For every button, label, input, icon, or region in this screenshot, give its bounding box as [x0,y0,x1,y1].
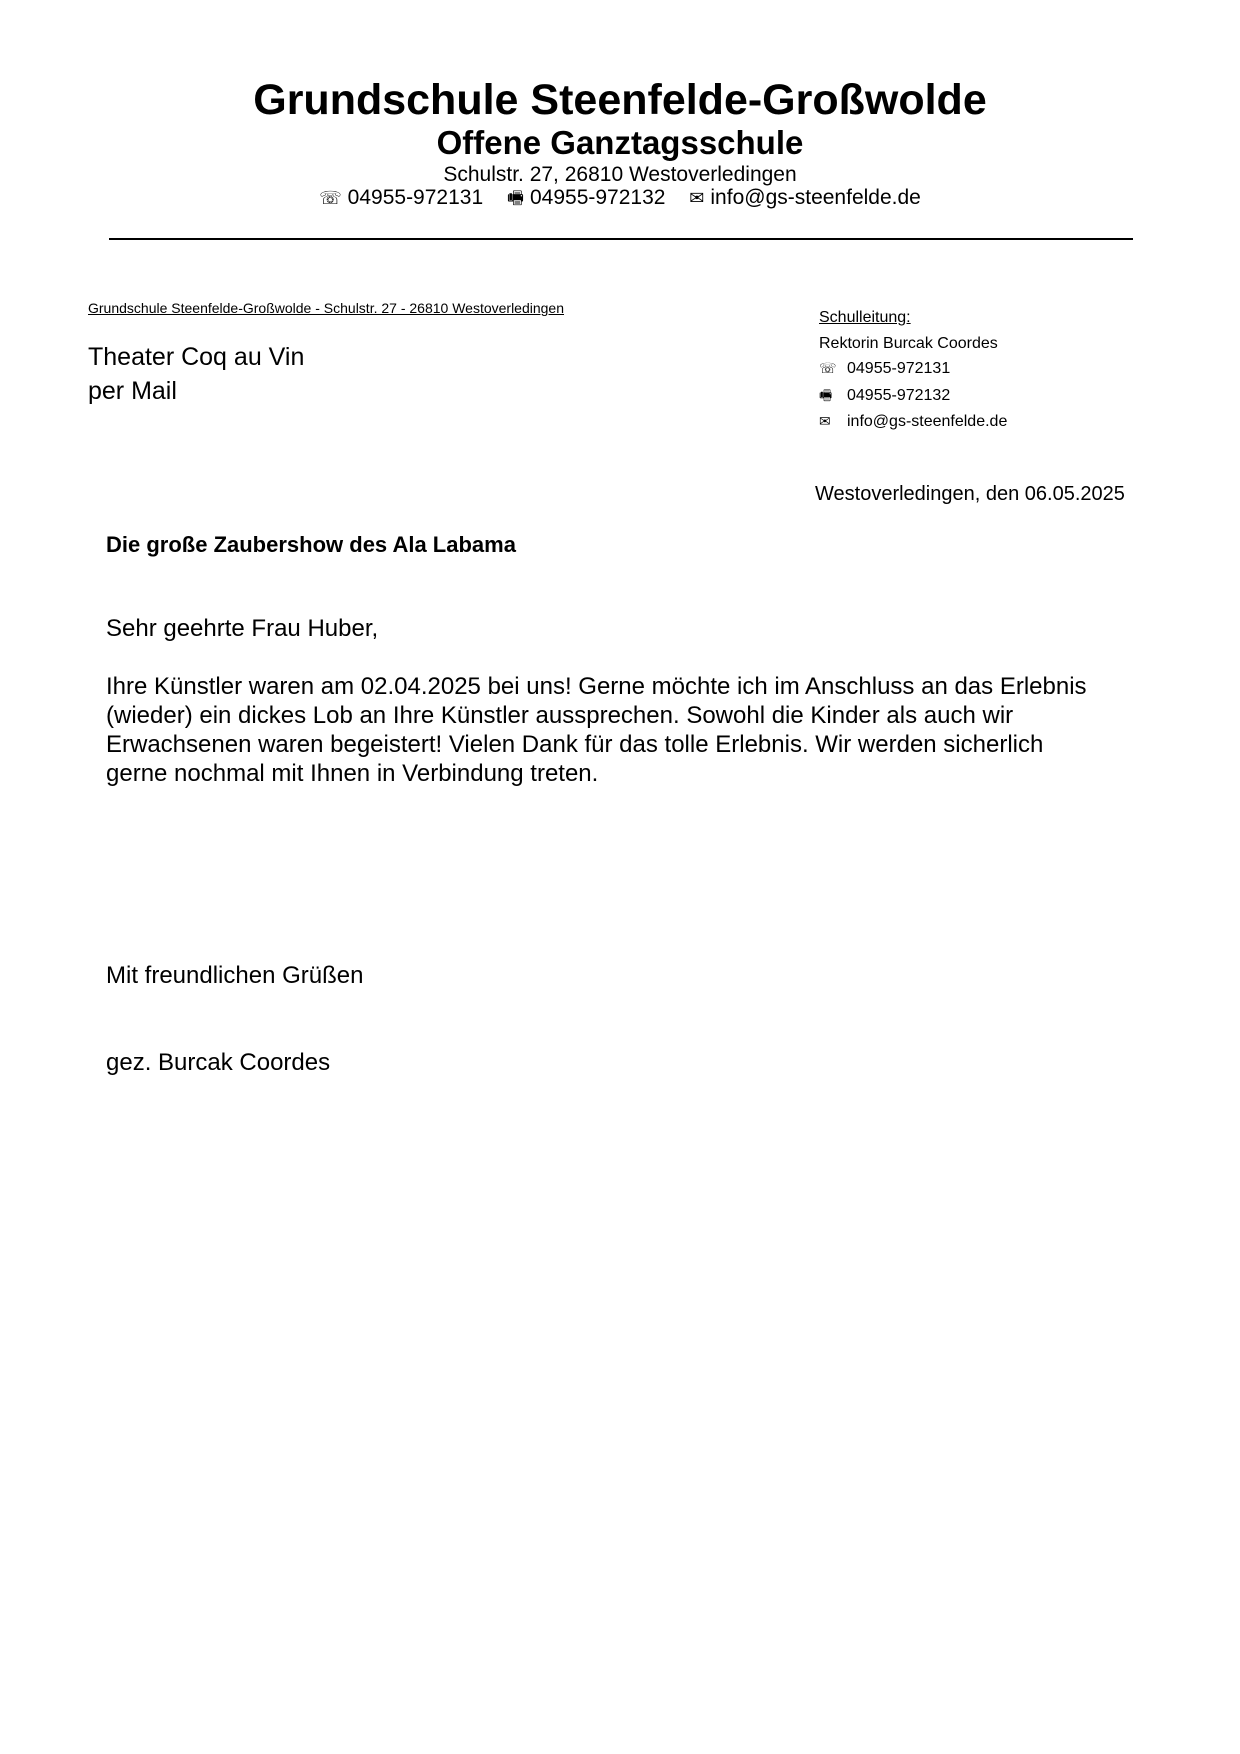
letterhead-phone-number: 04955-972131 [347,186,484,209]
fax-icon: 🖷 [506,188,524,209]
letterhead-contact-line [0,186,1240,216]
letterhead-email [689,186,921,209]
school-address: Schulstr. 27, 26810 Westoverledingen [443,163,797,186]
body-line: Ihre Künstler waren am 02.04.2025 bei uns! Gerne möchte ich im Anschluss an das Erlebnis [106,673,1087,700]
recipient-name: Theater Coq au Vin [88,343,305,371]
fax-icon: 🖷 [819,387,833,404]
letterhead-fax [507,186,671,209]
school-subtitle: Offene Ganztagsschule [436,124,804,161]
letter-date: Westoverledingen, den 06.05.2025 [815,483,1125,505]
body-line: (wieder) ein dickes Lob an Ihre Künstler aussprechen. Sowohl die Kinder als auch wir [106,702,1014,729]
principal-name: Rektorin Burcak Coordes [819,334,998,352]
principal-phone [819,356,1007,383]
letter-body [106,672,1146,788]
principal-email-address: info@gs-steenfelde.de [847,413,1008,430]
principal-contact-block [819,305,1007,436]
body-line: Erwachsenen waren begeistert! Vielen Dank für das tolle Erlebnis. Wir werden sicherlich [106,731,1044,758]
letterhead-email-address: info@gs-steenfelde.de [710,186,921,209]
recipient-block [88,340,304,408]
school-name: Grundschule Steenfelde-Großwolde [253,76,987,124]
letter-signature: gez. Burcak Coordes [106,1049,331,1076]
principal-fax [819,383,1007,410]
sender-return-address: Grundschule Steenfelde-Großwolde - Schulstr. 27 - 26810 Westoverledingen [88,300,565,316]
principal-fax-number: 04955-972132 [847,386,951,404]
envelope-icon: ✉ [819,414,831,430]
principal-email [819,409,1007,436]
phone-icon: ☏ [319,188,342,209]
phone-icon: ☏ [819,361,837,377]
recipient-delivery: per Mail [88,377,177,405]
letter-subject: Die große Zaubershow des Ala Labama [106,532,516,557]
envelope-icon: ✉ [689,188,705,209]
principal-phone-number: 04955-972131 [847,360,951,377]
letterhead-phone [319,186,489,209]
header-divider [109,238,1133,240]
letter-salutation: Sehr geehrte Frau Huber, [106,615,379,642]
body-line: gerne nochmal mit Ihnen in Verbindung treten. [106,760,599,787]
principal-heading: Schulleitung: [819,309,911,326]
letter-closing: Mit freundlichen Grüßen [106,962,364,989]
letterhead-fax-number: 04955-972132 [529,186,666,209]
